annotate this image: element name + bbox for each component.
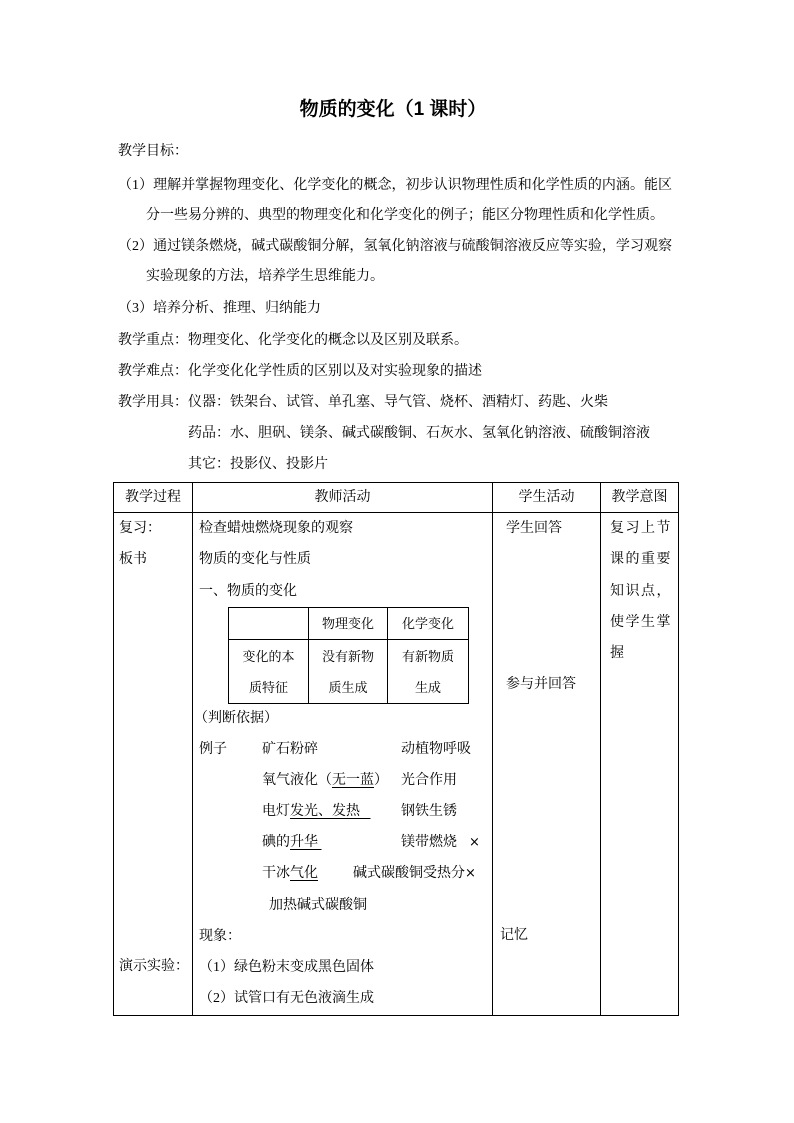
physical-example <box>262 802 371 822</box>
example-suffix: ） <box>374 773 388 788</box>
objectives-heading: 教学目标： <box>118 144 188 159</box>
tools-other <box>188 455 328 475</box>
objective-3-line-1: （3）培养分析、推理、归纳能力 <box>118 301 321 316</box>
chemical-example: 钢铁生锈 <box>401 804 457 819</box>
intent-line: 使学生掌 <box>610 615 672 630</box>
physical-example <box>262 771 388 791</box>
example-row <box>193 802 493 822</box>
review-task: 检查蜡烛燃烧现象的观察 <box>199 521 353 536</box>
example-prefix: 碘的 <box>262 835 290 850</box>
cross-mark-icon: × <box>469 835 480 850</box>
intent-line: 复习上节 <box>610 521 672 536</box>
board-title: 物质的变化与性质 <box>199 552 311 567</box>
key-point-label: 教学重点： <box>118 333 188 348</box>
difficulty <box>118 362 482 382</box>
comparison-physical-cell <box>309 640 388 704</box>
basis-note: （判断依据） <box>194 711 278 726</box>
phenomenon-item: （2）试管口有无色液滴生成 <box>199 991 374 1006</box>
key-point-text: 物理变化、化学变化的概念以及区别及联系。 <box>188 333 468 348</box>
example-row <box>193 833 493 853</box>
tools-instruments <box>118 393 608 413</box>
comparison-header-chemical: 化学变化 <box>388 608 469 640</box>
phenomena-label: 现象： <box>199 929 241 944</box>
physical-example: 矿石粉碎 <box>262 742 318 757</box>
example-row <box>193 771 493 791</box>
example-row <box>193 740 493 760</box>
difficulty-text: 化学变化化学性质的区别以及对实验现象的描述 <box>188 364 482 379</box>
phenomenon-item: （1）绿色粉末变成黑色固体 <box>199 960 374 975</box>
intent-line: 课的重要 <box>610 552 672 567</box>
objective-2-line-1: （2）通过镁条燃烧，碱式碳酸铜分解，氢氧化钠溶液与硫酸铜溶液反应等实验，学习观察 <box>118 239 672 254</box>
physical-example <box>262 833 322 853</box>
process-review: 复习： <box>119 521 161 536</box>
reagents-text: 水、胆矾、镁条、碱式碳酸铜、石灰水、氢氧化钠溶液、硫酸铜溶液 <box>230 426 650 441</box>
chemical-line: 生成 <box>414 679 441 695</box>
chemical-example <box>353 864 476 884</box>
example-prefix: 干冰 <box>262 866 290 881</box>
example-text: 镁带燃烧 <box>401 835 457 850</box>
example-underlined: 升华 <box>290 835 318 850</box>
chemical-example <box>401 833 480 853</box>
example-prefix: 电灯 <box>262 804 290 819</box>
teacher-cell <box>193 513 493 1016</box>
row-label-line: 质特征 <box>248 679 288 695</box>
cross-mark-icon: × <box>465 866 476 881</box>
student-participate: 参与并回答 <box>506 677 576 692</box>
header-intent: 教学意图 <box>601 483 679 513</box>
comparison-corner-cell <box>229 608 309 640</box>
example-prefix: 氧气液化（ <box>262 773 332 788</box>
difficulty-label: 教学难点： <box>118 364 188 379</box>
intent-line: 握 <box>610 646 626 661</box>
process-cell <box>114 513 193 1016</box>
physical-line: 没有新物 <box>321 648 374 664</box>
student-cell <box>493 513 601 1016</box>
header-teacher: 教师活动 <box>193 483 493 513</box>
instruments-text: 铁架台、试管、单孔塞、导气管、烧杯、酒精灯、药匙、火柴 <box>230 395 608 410</box>
chemical-example: 光合作用 <box>401 773 457 788</box>
chemical-line: 有新物质 <box>401 648 454 664</box>
instruments-label: 仪器： <box>188 395 230 410</box>
example-underlined: 气化 <box>290 866 318 881</box>
example-text: 碱式碳酸铜受热分 <box>353 866 465 881</box>
reagents-label: 药品： <box>188 426 230 441</box>
intent-cell <box>601 513 679 1016</box>
intent-line: 知识点， <box>610 584 672 599</box>
key-point <box>118 331 468 351</box>
tools-reagents <box>188 424 650 444</box>
comparison-row-label <box>229 640 309 704</box>
example-underlined: 发光、发热 <box>290 804 360 819</box>
chemical-example: 动植物呼吸 <box>401 742 471 757</box>
lesson-table <box>113 482 679 1016</box>
student-answer: 学生回答 <box>506 521 562 536</box>
document-title: 物质的变化（1 课时） <box>299 99 487 120</box>
other-text: 投影仪、投影片 <box>230 457 328 472</box>
comparison-header-physical: 物理变化 <box>309 608 388 640</box>
process-board: 板书 <box>119 552 147 567</box>
student-memorize: 记忆 <box>500 928 528 943</box>
demo-title: 加热碱式碳酸铜 <box>269 898 367 913</box>
comparison-table <box>228 607 469 704</box>
examples-label: 例子 <box>199 742 227 757</box>
other-label: 其它： <box>188 457 230 472</box>
tools-label: 教学用具： <box>118 395 188 410</box>
row-label-line: 变化的本 <box>242 648 295 664</box>
physical-line: 质生成 <box>328 679 368 695</box>
example-underlined: 无一蓝 <box>332 773 374 788</box>
physical-example <box>262 864 318 884</box>
header-student: 学生活动 <box>493 483 601 513</box>
objective-1-line-2: 分一些易分辨的、典型的物理变化和化学变化的例子；能区分物理性质和化学性质。 <box>146 208 664 223</box>
example-row <box>193 864 493 884</box>
objective-1-line-1: （1）理解并掌握物理变化、化学变化的概念，初步认识物理性质和化学性质的内涵。能区 <box>118 178 672 193</box>
section-heading: 一、物质的变化 <box>199 584 297 599</box>
header-process: 教学过程 <box>114 483 193 513</box>
process-demo: 演示实验： <box>119 959 189 974</box>
objective-2-line-2: 实验现象的方法，培养学生思维能力。 <box>146 269 384 284</box>
comparison-chemical-cell <box>388 640 469 704</box>
